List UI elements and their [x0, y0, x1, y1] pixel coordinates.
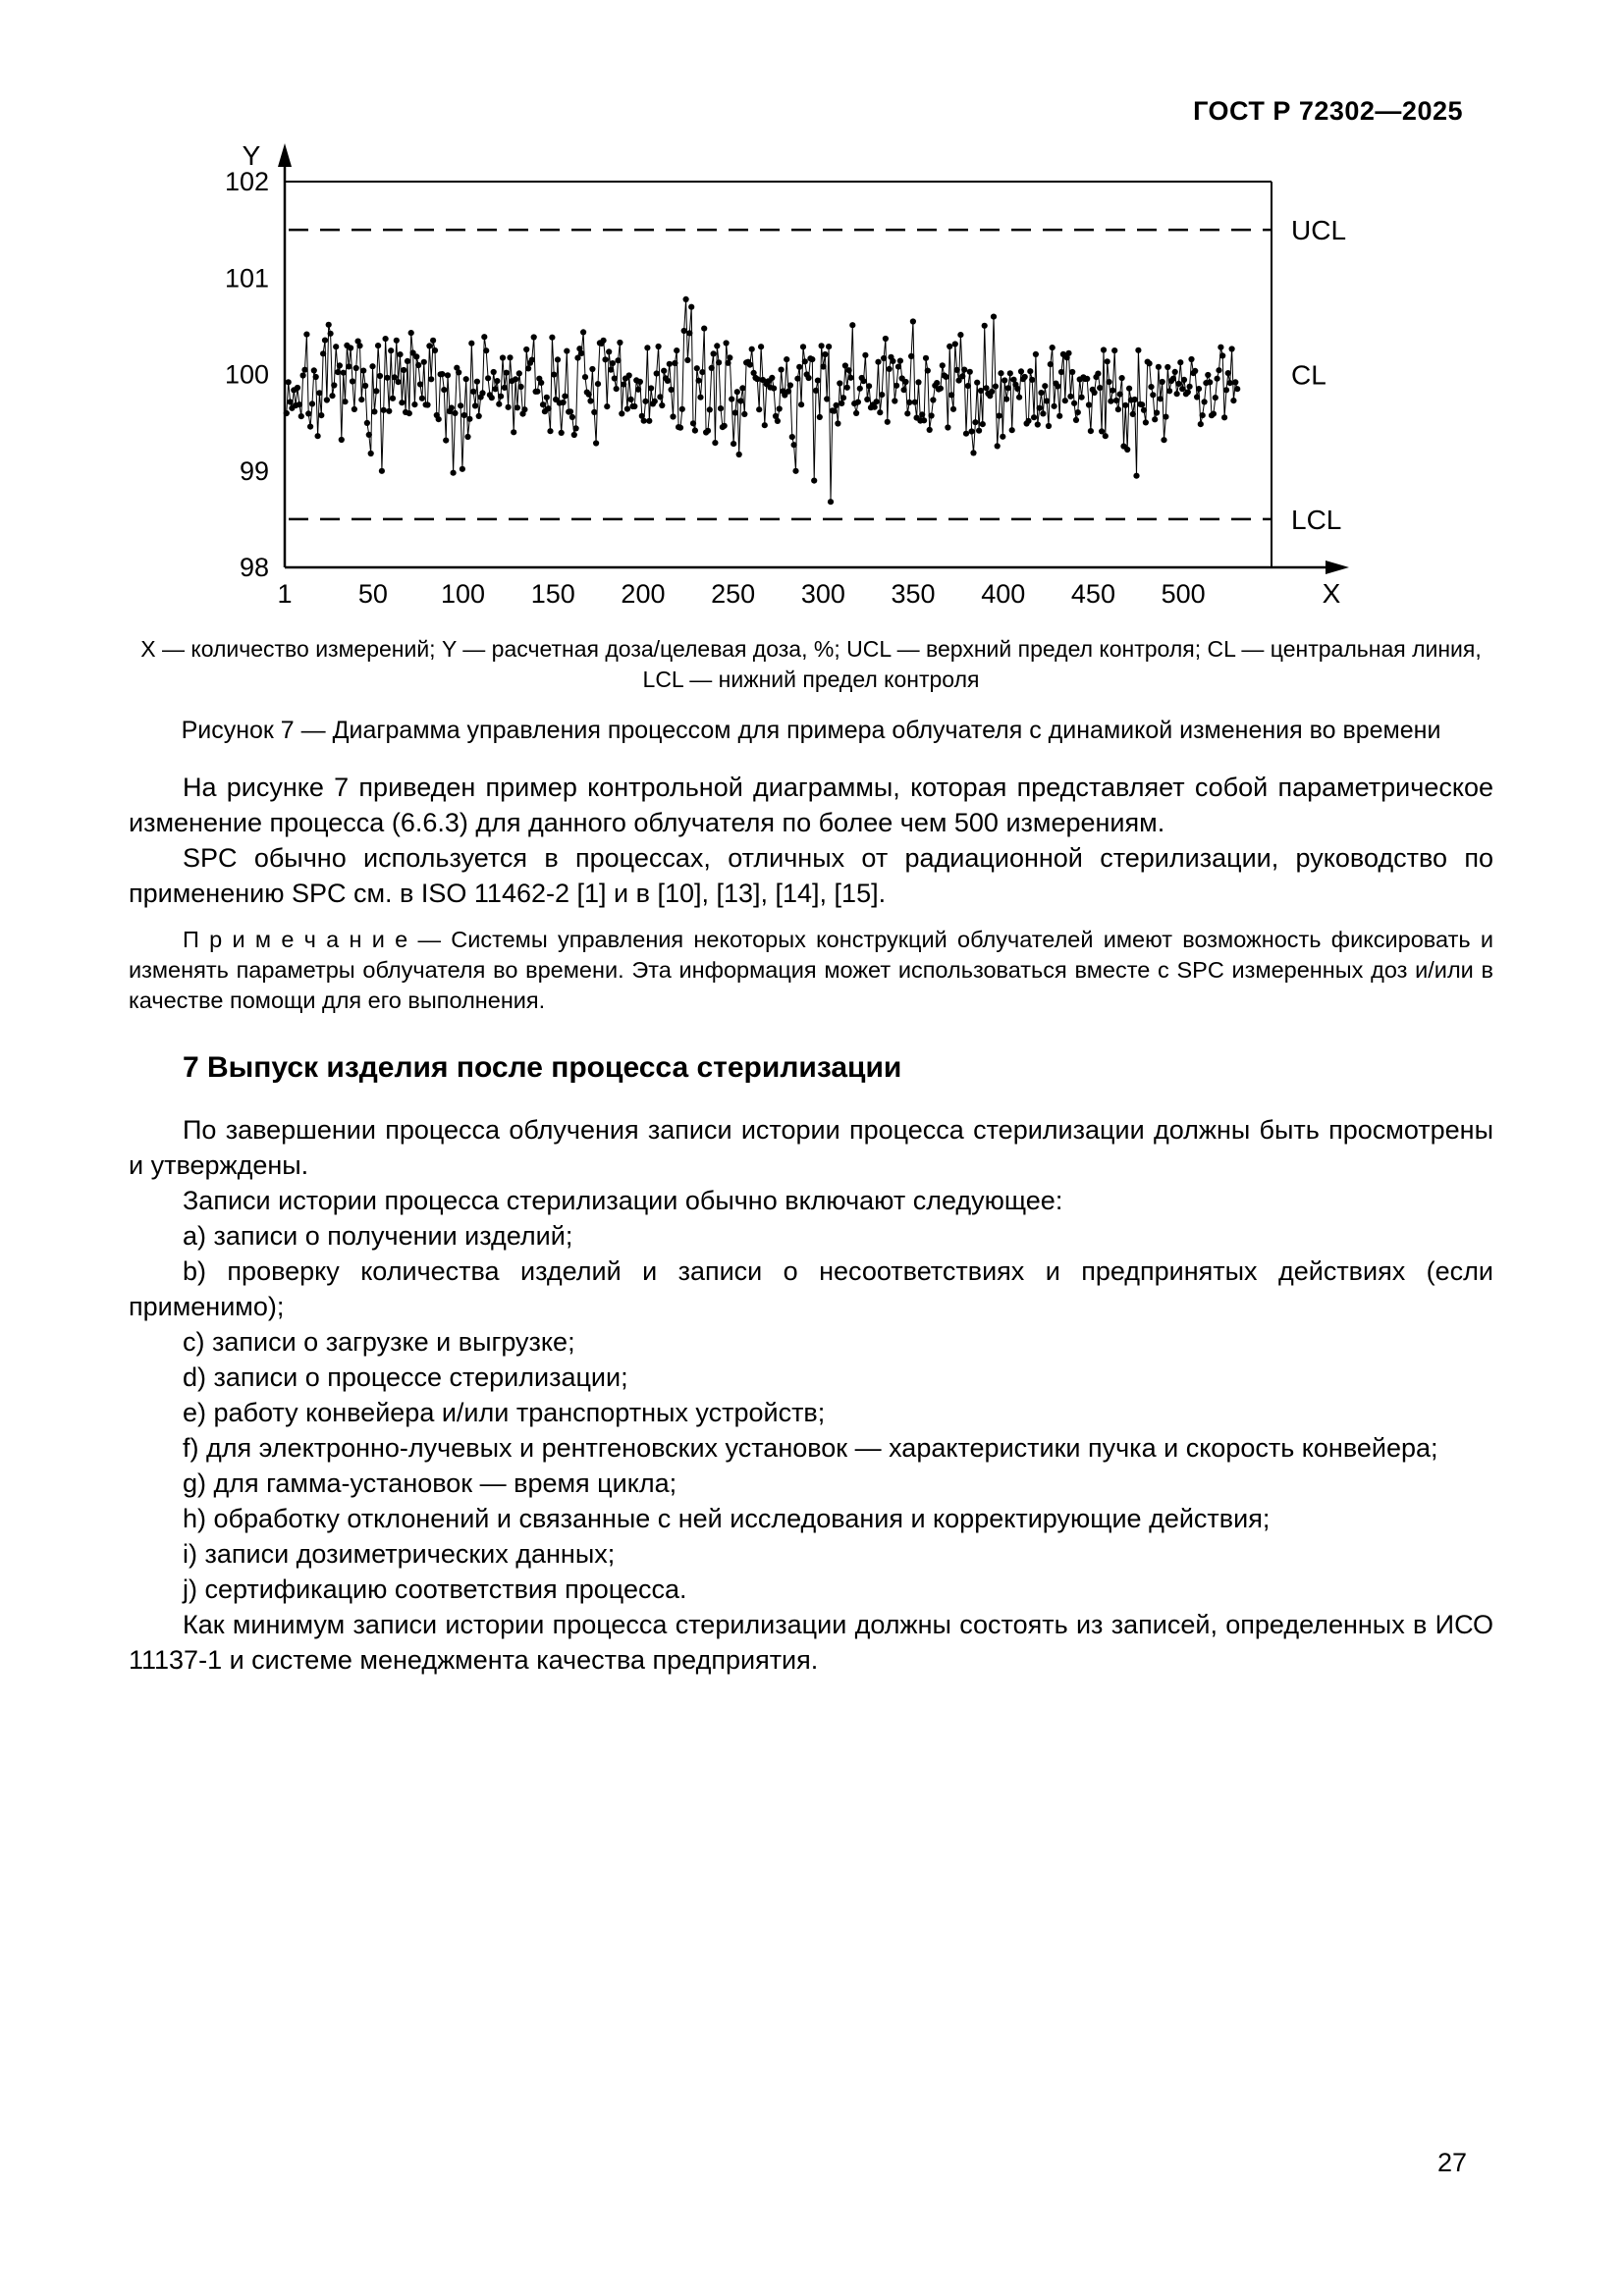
paragraph: h) обработку отклонений и связанные с ней исследования и корректирующие действия;	[183, 1504, 1271, 1533]
svg-text:200: 200	[621, 579, 666, 609]
svg-text:100: 100	[441, 579, 486, 609]
paragraph: Как минимум записи истории процесса стерилизации должны состоять из записей, определенных в ИСО 11137-1 и системе менеджмента качества предприятия.	[129, 1610, 1493, 1675]
paragraph: g) для гамма-установок — время цикла;	[183, 1468, 677, 1498]
svg-text:100: 100	[224, 359, 269, 390]
svg-text:150: 150	[530, 579, 575, 609]
svg-text:99: 99	[239, 455, 269, 486]
svg-text:250: 250	[711, 579, 756, 609]
figure-legend	[129, 634, 1493, 695]
paragraph: a) записи о получении изделий;	[183, 1221, 573, 1251]
svg-text:50: 50	[357, 579, 388, 609]
paragraph: Записи истории процесса стерилизации обычно включают следующее:	[183, 1186, 1063, 1215]
note: П р и м е ч а н и е — Системы управления некоторых конструкций облучателей имеют возможность фиксировать и изменять параметры облучателя во времени. Эта информация может использоваться вместе с SPC измеренных доз и/или в качестве помощи для его выполнения.	[129, 927, 1493, 1013]
svg-text:1: 1	[277, 579, 293, 609]
svg-text:98: 98	[239, 553, 269, 582]
svg-text:300: 300	[800, 579, 845, 609]
intro-paragraphs	[129, 770, 1493, 911]
control-chart	[108, 137, 1542, 633]
svg-text:Y: Y	[242, 140, 261, 171]
svg-text:400: 400	[981, 579, 1026, 609]
paragraph: c) записи о загрузке и выгрузке;	[183, 1327, 575, 1357]
svg-text:500: 500	[1161, 579, 1206, 609]
svg-text:101: 101	[224, 263, 269, 294]
paragraph: b) проверку количества изделий и записи о несоответствиях и предпринятых действиях (если применимо);	[129, 1256, 1493, 1321]
figure-legend-line: X — количество измерений; Y — расчетная доза/целевая доза, %; UCL — верхний предел контроля; CL — центральная линия,	[140, 636, 1482, 662]
section-heading: 7 Выпуск изделия после процесса стерилизации	[183, 1051, 902, 1084]
doc-number: ГОСТ Р 72302—2025	[1193, 96, 1463, 126]
svg-text:CL: CL	[1291, 359, 1326, 391]
svg-text:X: X	[1322, 578, 1341, 609]
svg-text:UCL: UCL	[1291, 215, 1347, 246]
paragraph: f) для электронно-лучевых и рентгеновских установок — характеристики пучка и скорость конвейера;	[183, 1433, 1438, 1463]
figure-7-chart	[108, 137, 1542, 633]
figure-caption: Рисунок 7 — Диаграмма управления процессом для примера облучателя с динамикой изменения во времени	[181, 717, 1441, 744]
paragraph: d) записи о процессе стерилизации;	[183, 1362, 628, 1392]
paragraph: e) работу конвейера и/или транспортных устройств;	[183, 1398, 826, 1427]
figure-legend-line: LCL — нижний предел контроля	[642, 667, 980, 692]
paragraph: На рисунке 7 приведен пример контрольной диаграммы, которая представляет собой параметрическое изменение процесса (6.6.3) для данного облучателя по более чем 500 измерениям.	[129, 773, 1493, 837]
section-paragraphs	[129, 1112, 1493, 1678]
chart-points	[284, 296, 1241, 506]
svg-text:350: 350	[891, 579, 936, 609]
page-content	[129, 634, 1493, 1678]
svg-text:450: 450	[1070, 579, 1115, 609]
page-number: 27	[1436, 2148, 1467, 2177]
paragraph: SPC обычно используется в процессах, отличных от радиационной стерилизации, руководство по применению SPC см. в ISO 11462-2 [1] и в [10], [13], [14], [15].	[129, 843, 1493, 908]
paragraph: i) записи дозиметрических данных;	[183, 1539, 616, 1569]
svg-text:102: 102	[224, 167, 269, 196]
paragraph: j) сертификацию соответствия процесса.	[183, 1575, 687, 1604]
svg-text:LCL: LCL	[1291, 504, 1342, 535]
paragraph: По завершении процесса облучения записи истории процесса стерилизации должны быть просмотрены и утверждены.	[129, 1115, 1493, 1180]
